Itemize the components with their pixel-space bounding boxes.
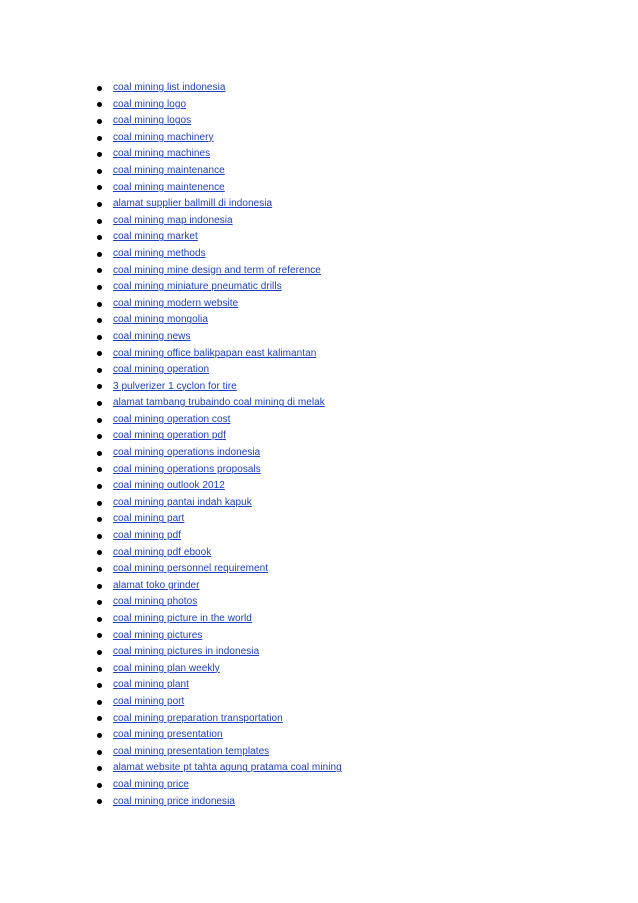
bullet-icon [97,683,102,688]
list-item [94,213,342,230]
bullet-icon [97,501,102,506]
list-link[interactable]: coal mining market [113,231,198,243]
list-link[interactable]: coal mining pdf ebook [113,546,212,558]
list-link[interactable]: coal mining maintenance [113,164,225,176]
list-link[interactable]: coal mining plan weekly [113,662,220,674]
bullet-icon [97,119,102,124]
list-item [94,279,342,296]
list-link[interactable]: coal mining port [113,695,185,707]
list-item [94,760,342,777]
bullet-icon [97,418,102,423]
list-link[interactable]: coal mining preparation transportation [113,712,283,724]
bullet-icon [97,401,102,406]
bullet-icon [97,451,102,456]
bullet-icon [97,650,102,655]
bullet-icon [97,584,102,589]
list-item [94,727,342,744]
list-link[interactable]: coal mining pdf [113,530,182,542]
list-item [94,661,342,678]
link-list [94,80,342,810]
list-item [94,362,342,379]
list-item [94,412,342,429]
list-item [94,329,342,346]
list-link[interactable]: coal mining price indonesia [113,795,235,807]
bullet-icon [97,368,102,373]
list-item [94,495,342,512]
bullet-icon [97,318,102,323]
bullet-icon [97,766,102,771]
list-item [94,777,342,794]
bullet-icon [97,235,102,240]
list-link[interactable]: coal mining logos [113,115,192,127]
bullet-icon [97,169,102,174]
bullet-icon [97,716,102,721]
bullet-icon [97,467,102,472]
list-item [94,528,342,545]
list-link[interactable]: coal mining mongolia [113,314,208,326]
list-item [94,263,342,280]
list-link[interactable]: coal mining methods [113,247,206,259]
bullet-icon [97,484,102,489]
list-item [94,428,342,445]
list-item [94,113,342,130]
list-item [94,163,342,180]
bullet-icon [97,351,102,356]
bullet-icon [97,667,102,672]
list-item [94,180,342,197]
list-item [94,379,342,396]
list-link[interactable]: coal mining miniature pneumatic drills [113,281,282,293]
bullet-icon [97,268,102,273]
list-link[interactable]: 3 pulverizer 1 cyclon for tire [113,380,237,392]
bullet-icon [97,633,102,638]
list-link[interactable]: coal mining plant [113,679,189,691]
list-item [94,794,342,811]
list-item [94,677,342,694]
list-link[interactable]: coal mining pictures in indonesia [113,646,260,658]
list-link[interactable]: coal mining modern website [113,297,239,309]
list-link[interactable]: coal mining outlook 2012 [113,480,225,492]
bullet-icon [97,219,102,224]
list-item [94,694,342,711]
bullet-icon [97,799,102,804]
list-link[interactable]: coal mining mine design and term of reference [113,264,321,276]
list-link[interactable]: coal mining logo [113,98,187,110]
list-link[interactable]: coal mining operation cost [113,413,231,425]
list-item [94,80,342,97]
list-item [94,644,342,661]
bullet-icon [97,335,102,340]
bullet-icon [97,600,102,605]
bullet-icon [97,285,102,290]
list-link[interactable]: coal mining maintenence [113,181,225,193]
bullet-icon [97,252,102,257]
list-item [94,628,342,645]
bullet-icon [97,617,102,622]
list-item [94,146,342,163]
list-item [94,511,342,528]
list-item [94,229,342,246]
bullet-icon [97,86,102,91]
list-item [94,594,342,611]
list-link[interactable]: alamat tambang trubaindo coal mining di melak [113,397,325,409]
list-item [94,744,342,761]
list-link[interactable]: coal mining personnel requirement [113,563,269,575]
bullet-icon [97,152,102,157]
list-item [94,478,342,495]
list-item [94,578,342,595]
list-link[interactable]: coal mining operation [113,364,210,376]
bullet-icon [97,567,102,572]
list-item [94,711,342,728]
list-link[interactable]: coal mining list indonesia [113,82,226,93]
list-link[interactable]: coal mining machinery [113,131,214,143]
bullet-icon [97,517,102,522]
bullet-icon [97,136,102,141]
bullet-icon [97,202,102,207]
bullet-icon [97,700,102,705]
list-link[interactable]: coal mining news [113,330,191,342]
list-item [94,611,342,628]
list-item [94,545,342,562]
bullet-icon [97,750,102,755]
list-link[interactable]: coal mining picture in the world [113,613,252,624]
list-item [94,130,342,147]
bullet-icon [97,302,102,307]
bullet-icon [97,434,102,439]
list-link[interactable]: coal mining operations indonesia [113,447,261,459]
list-item [94,561,342,578]
list-link[interactable]: coal mining photos [113,596,198,608]
list-link[interactable]: coal mining pictures [113,629,203,641]
bullet-icon [97,550,102,555]
list-link[interactable]: coal mining pantai indah kapuk [113,496,252,508]
list-link[interactable]: alamat supplier ballmill di indonesia [113,198,273,210]
bullet-icon [97,783,102,788]
list-link[interactable]: coal mining operations proposals [113,463,261,475]
list-item [94,395,342,412]
list-item [94,97,342,114]
list-item [94,462,342,479]
list-link[interactable]: coal mining office balikpapan east kalimantan [113,347,317,359]
bullet-icon [97,384,102,389]
list-link[interactable]: coal mining part [113,513,185,525]
list-item [94,196,342,213]
bullet-icon [97,185,102,190]
list-link[interactable]: coal mining presentation templates [113,745,270,757]
bullet-icon [97,534,102,539]
list-link[interactable]: coal mining price [113,778,189,790]
list-item [94,312,342,329]
list-link[interactable]: coal mining presentation [113,729,223,741]
list-item [94,296,342,313]
list-item [94,246,342,263]
list-link[interactable]: alamat toko grinder [113,579,200,591]
list-link[interactable]: coal mining machines [113,148,211,160]
list-item [94,445,342,462]
list-item [94,346,342,363]
list-link[interactable]: coal mining map indonesia [113,214,233,226]
list-link[interactable]: alamat website pt tahta agung pratama coal mining [113,762,342,774]
list-link[interactable]: coal mining operation pdf [113,430,226,442]
bullet-icon [97,733,102,738]
bullet-icon [97,102,102,107]
